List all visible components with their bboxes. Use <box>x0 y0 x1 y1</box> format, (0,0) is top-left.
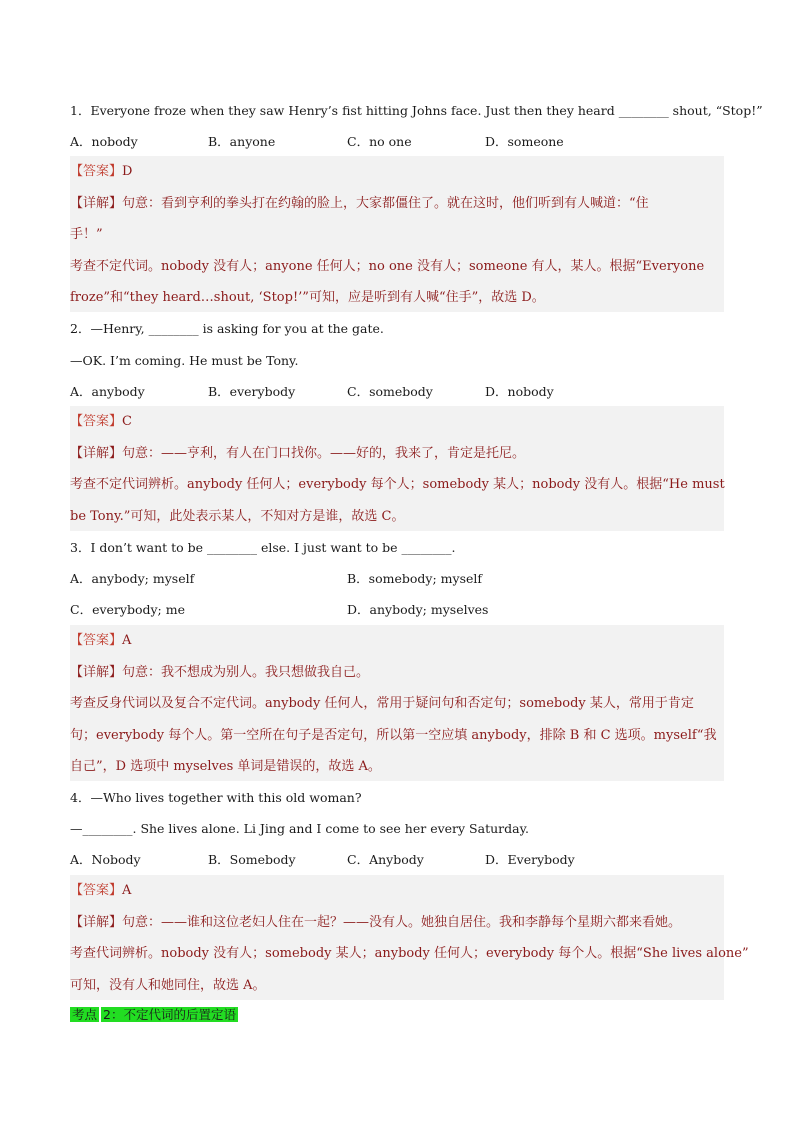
option-b: B．everybody <box>208 384 296 399</box>
detail-line: 自己”，D 选项中 myselves 单词是错误的，故选 A。 <box>70 759 381 774</box>
question-2-stem: 2．—Henry, ________ is asking for you at the gate. <box>70 321 384 336</box>
option-c: C．no one <box>347 134 412 149</box>
option-a: A．anybody <box>70 384 145 399</box>
option-b: B．Somebody <box>208 852 296 867</box>
option-a: A．Nobody <box>70 852 141 867</box>
question-1-stem: 1．Everyone froze when they saw Henry’s fist hitting Johns face. Just then they heard ________ shout, “Stop!” <box>70 103 763 118</box>
answer-value: D <box>122 164 133 179</box>
option-c: C．Anybody <box>347 852 424 867</box>
option-b: B．somebody; myself <box>347 571 483 586</box>
option-d: D．Everybody <box>485 852 575 867</box>
detail-line: froze”和“they heard…shout, ‘Stop!’”可知，应是听到有人喊“住手”，故选 D。 <box>70 290 545 305</box>
section-tag-label: 考点 <box>72 1007 98 1022</box>
answer-line <box>70 413 724 431</box>
question-2-stem-2: —OK. I’m coming. He must be Tony. <box>70 353 299 368</box>
detail-line: 【详解】句意：看到亨利的拳头打在约翰的脸上，大家都僵住了。就在这时，他们听到有人喊道：“住 <box>70 196 649 211</box>
detail-line: 【详解】句意：——谁和这位老妇人住在一起？——没有人。她独自居住。我和李静每个星期六都来看她。 <box>70 915 682 930</box>
question-2-answer-block <box>70 406 724 531</box>
detail-line: 考查反身代词以及复合不定代词。anybody 任何人，常用于疑问句和否定句；somebody 某人，常用于肯定 <box>70 696 694 711</box>
answer-label: 【答案】 <box>70 883 123 898</box>
detail-line: 【详解】句意：我不想成为别人。我只想做我自己。 <box>70 665 370 680</box>
question-3-stem: 3．I don’t want to be ________ else. I just want to be ________. <box>70 540 456 555</box>
detail-line: 可知，没有人和她同住，故选 A。 <box>70 978 266 993</box>
detail-line: 手！” <box>70 227 103 242</box>
option-d: D．someone <box>485 134 564 149</box>
answer-line <box>70 632 724 650</box>
answer-line <box>70 163 724 181</box>
option-b: B．anyone <box>208 134 276 149</box>
detail-line: be Tony.”可知，此处表示某人，不知对方是谁，故选 C。 <box>70 509 405 524</box>
question-4-answer-block <box>70 875 749 1000</box>
detail-line: 考查不定代词辨析。anybody 任何人；everybody 每个人；somebody 某人；nobody 没有人。根据“He must <box>70 477 725 492</box>
option-d: D．nobody <box>485 384 554 399</box>
detail-line: 句；everybody 每个人。第一空所在句子是否定句，所以第一空应填 anybody，排除 B 和 C 选项。myself“我 <box>70 728 717 743</box>
option-c: C．somebody <box>347 384 433 399</box>
answer-label: 【答案】 <box>70 164 123 179</box>
detail-line: 考查代词辨析。nobody 没有人；somebody 某人；anybody 任何人；everybody 每个人。根据“She lives alone” <box>70 946 749 961</box>
answer-value: C <box>122 414 132 429</box>
option-a: A．anybody; myself <box>70 571 195 586</box>
option-c: C．everybody; me <box>70 602 185 617</box>
section-tag-title: 2：不定代词的后置定语 <box>103 1007 236 1022</box>
question-4-stem: 4．—Who lives together with this old woman? <box>70 790 362 805</box>
question-4-stem-2: —________. She lives alone. Li Jing and I come to see her every Saturday. <box>70 821 529 836</box>
answer-label: 【答案】 <box>70 414 123 429</box>
answer-line <box>70 882 724 900</box>
answer-label: 【答案】 <box>70 633 123 648</box>
question-1-answer-block <box>70 156 724 312</box>
section-tag <box>70 1006 238 1024</box>
answer-value: A <box>122 633 132 648</box>
detail-line: 考查不定代词。nobody 没有人；anyone 任何人；no one 没有人；someone 有人，某人。根据“Everyone <box>70 259 705 274</box>
option-a: A．nobody <box>70 134 138 149</box>
option-d: D．anybody; myselves <box>347 602 489 617</box>
question-3-answer-block <box>70 625 724 781</box>
answer-value: A <box>122 883 132 898</box>
detail-line: 【详解】句意：——亨利，有人在门口找你。——好的，我来了，肯定是托尼。 <box>70 446 526 461</box>
